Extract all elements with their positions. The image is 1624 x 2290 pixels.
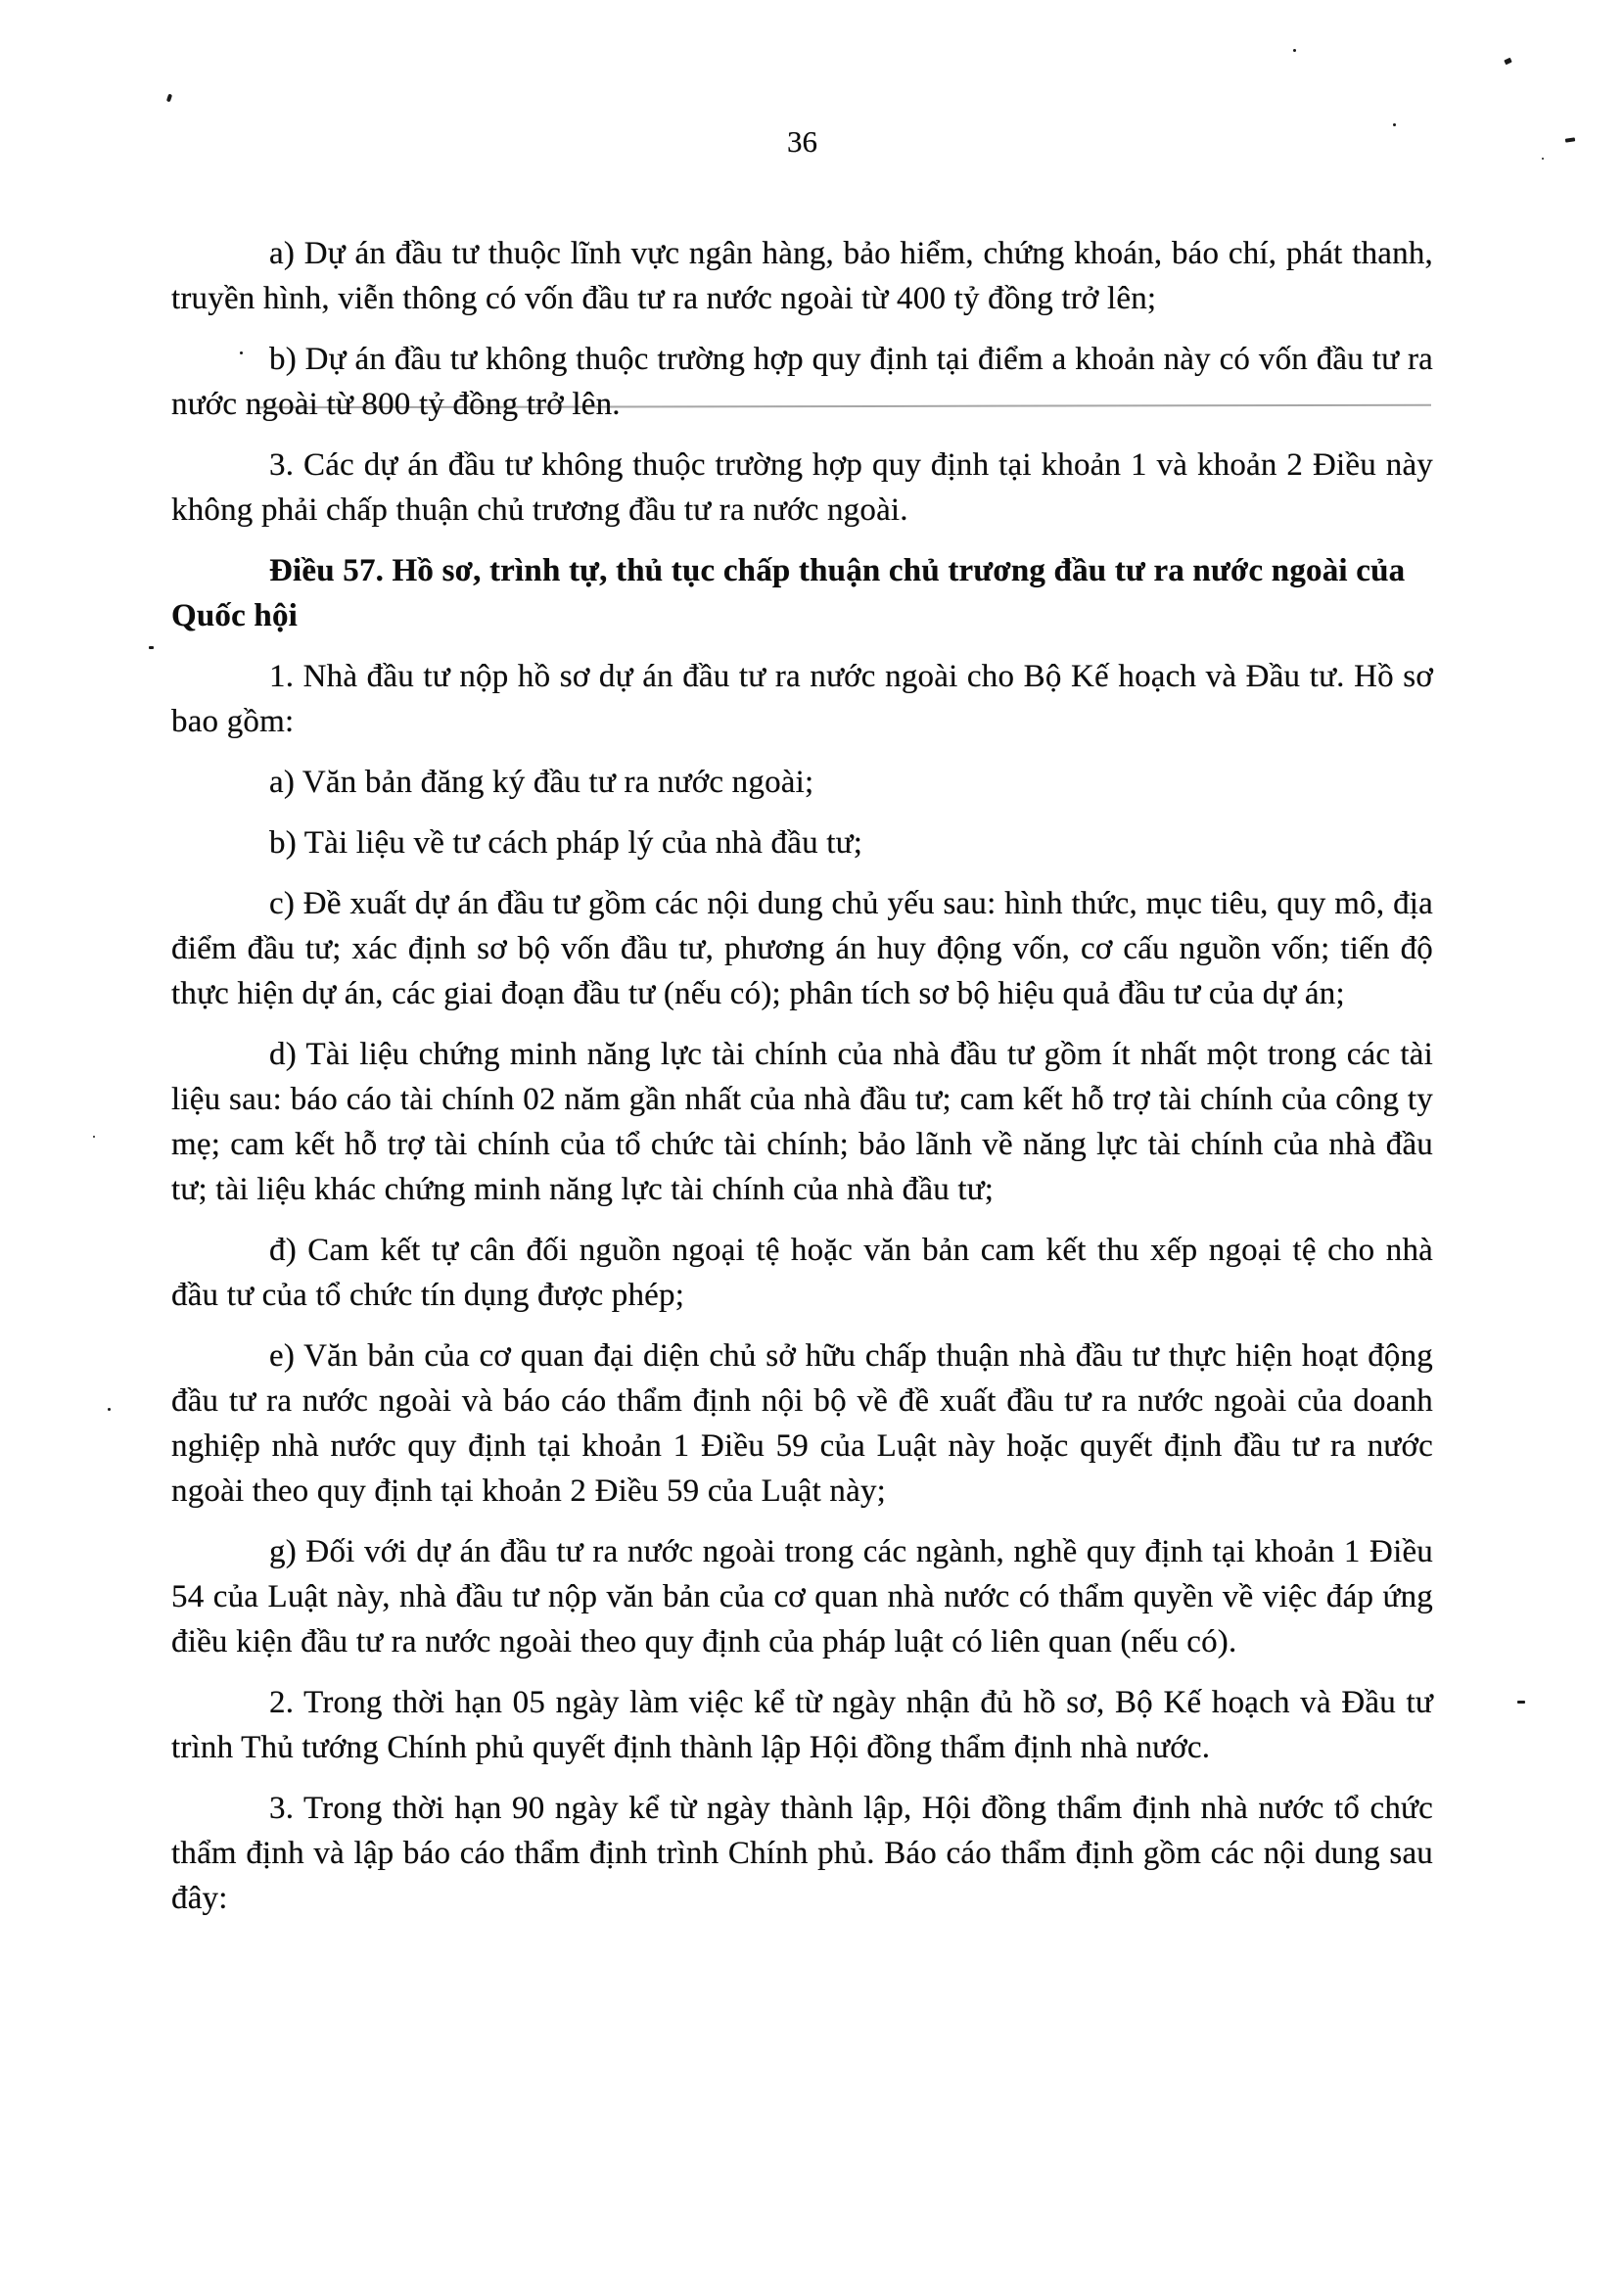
scan-speck	[1542, 158, 1544, 160]
scan-speck	[1517, 1701, 1525, 1704]
paragraph-point-a-khoan-2: a) Dự án đầu tư thuộc lĩnh vực ngân hàng, bảo hiểm, chứng khoán, báo chí, phát thanh, truyền hình, viễn thông có vốn đầu tư ra nước ngoài từ 400 tỷ đồng trở lên;	[171, 236, 1433, 316]
paragraph-khoan-2-ho-so: 2. Trong thời hạn 05 ngày làm việc kể từ ngày nhận đủ hồ sơ, Bộ Kế hoạch và Đầu tư trình Thủ tướng Chính phủ quyết định thành lập Hội đồng thẩm định nhà nước.	[171, 1685, 1433, 1765]
paragraph-point-c: c) Đề xuất dự án đầu tư gồm các nội dung chủ yếu sau: hình thức, mục tiêu, quy mô, địa điểm đầu tư; xác định sơ bộ vốn đầu tư, phương án huy động vốn, cơ cấu nguồn vốn; tiến độ thực hiện dự án, các giai đoạn đầu tư (nếu có); phân tích sơ bộ hiệu quả đầu tư của dự án;	[171, 886, 1433, 1011]
paragraph-point-d: d) Tài liệu chứng minh năng lực tài chính của nhà đầu tư gồm ít nhất một trong các tài liệu sau: báo cáo tài chính 02 năm gần nhất của nhà đầu tư; cam kết hỗ trợ tài chính của công ty mẹ; cam kết hỗ trợ tài chính của tổ chức tài chính; bảo lãnh về năng lực tài chính của nhà đầu tư; tài liệu khác chứng minh năng lực tài chính của nhà đầu tư;	[171, 1037, 1433, 1207]
paragraph-point-e: e) Văn bản của cơ quan đại diện chủ sở hữu chấp thuận nhà đầu tư thực hiện hoạt động đầu tư ra nước ngoài và báo cáo thẩm định nội bộ về đề xuất đầu tư ra nước ngoài của doanh nghiệp nhà nước quy định tại khoản 1 Điều 59 của Luật này hoặc quyết định đầu tư ra nước ngoài theo quy định tại khoản 2 Điều 59 của Luật này;	[171, 1338, 1433, 1509]
scan-speck	[1504, 58, 1511, 65]
paragraph-point-b-khoan-2: b) Dự án đầu tư không thuộc trường hợp quy định tại điểm a khoản này có vốn đầu tư ra nước ngoài từ 800 tỷ đồng trở lên.	[171, 342, 1433, 422]
page-number: 36	[787, 124, 817, 159]
heading-dieu-57: Điều 57. Hồ sơ, trình tự, thủ tục chấp thuận chủ trương đầu tư ra nước ngoài của Quốc hội	[171, 553, 1406, 633]
scan-speck	[1393, 123, 1396, 126]
paragraph-point-g: g) Đối với dự án đầu tư ra nước ngoài trong các ngành, nghề quy định tại khoản 1 Điều 54 của Luật này, nhà đầu tư nộp văn bản của cơ quan nhà nước có thẩm quyền về việc đáp ứng điều kiện đầu tư ra nước ngoài theo quy định của pháp luật có liên quan (nếu có).	[171, 1534, 1433, 1659]
scan-speck	[1565, 137, 1575, 142]
paragraph-point-dd: đ) Cam kết tự cân đối nguồn ngoại tệ hoặc văn bản cam kết thu xếp ngoại tệ cho nhà đầu tư của tổ chức tín dụng được phép;	[171, 1233, 1433, 1313]
paragraph-point-a: a) Văn bản đăng ký đầu tư ra nước ngoài;	[269, 765, 814, 800]
scan-speck	[149, 646, 154, 649]
scan-speck	[93, 1136, 95, 1138]
paragraph-khoan-3: 3. Các dự án đầu tư không thuộc trường hợp quy định tại khoản 1 và khoản 2 Điều này không phải chấp thuận chủ trương đầu tư ra nước ngoài.	[171, 447, 1433, 528]
scan-speck	[1293, 49, 1296, 52]
document-body	[171, 231, 1433, 1921]
scan-speck	[108, 1408, 111, 1411]
paragraph-khoan-3-tham-dinh: 3. Trong thời hạn 90 ngày kể từ ngày thành lập, Hội đồng thẩm định nhà nước tổ chức thẩm định và lập báo cáo thẩm định trình Chính phủ. Báo cáo thẩm định gồm các nội dung sau đây:	[171, 1791, 1433, 1916]
paragraph-khoan-1: 1. Nhà đầu tư nộp hồ sơ dự án đầu tư ra nước ngoài cho Bộ Kế hoạch và Đầu tư. Hồ sơ bao gồm:	[171, 659, 1433, 739]
paragraph-point-b: b) Tài liệu về tư cách pháp lý của nhà đầu tư;	[269, 825, 863, 861]
scan-speck	[240, 351, 243, 354]
